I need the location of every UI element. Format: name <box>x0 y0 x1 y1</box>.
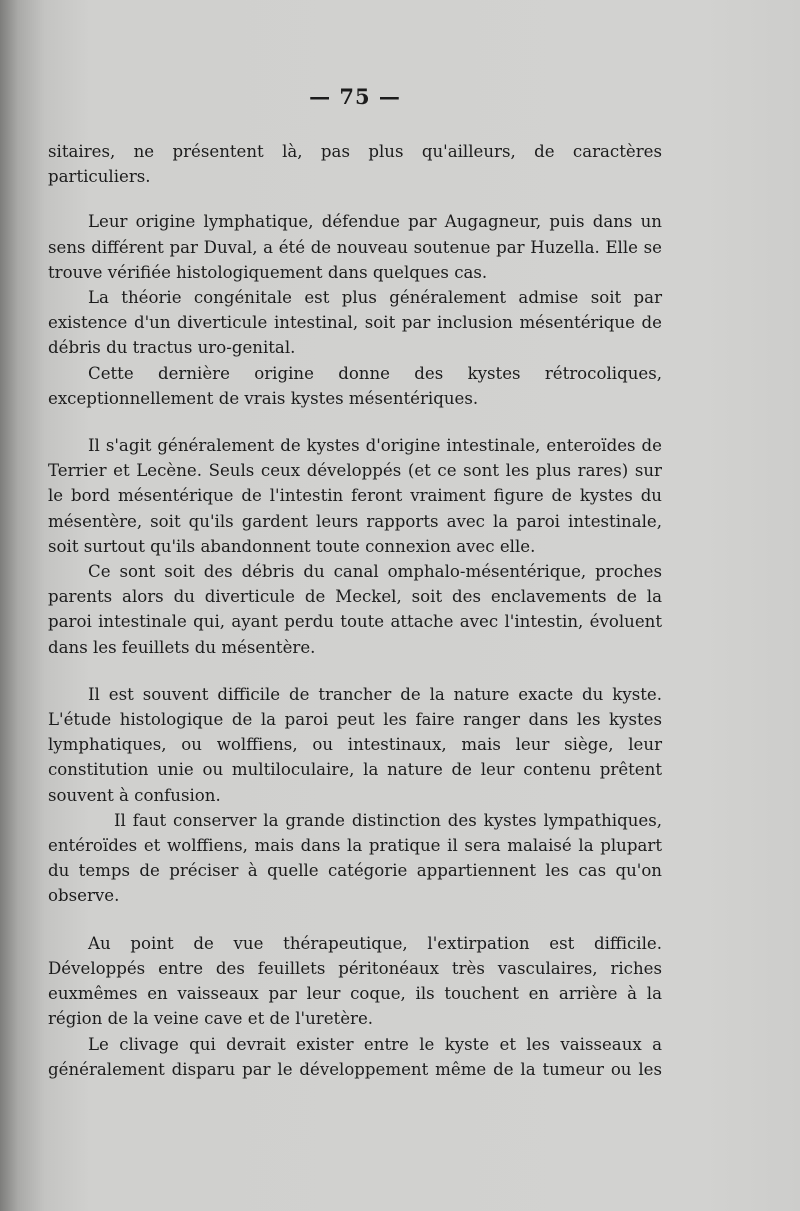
paragraph-9: Au point de vue thérapeutique, l'extirpation est difficile. Développés entre des feuillets péritonéaux très vasculaires, riches euxmêmes en vaisseaux par leur coque, ils touchent en arrière à la région de la veine cave et de l'uretère. <box>48 933 662 1029</box>
paragraph-4: Cette dernière origine donne des kystes rétrocoliques, exceptionnellement de vrais kystes mésentériques. <box>48 363 662 408</box>
paragraph-7: Il est souvent difficile de trancher de la nature exacte du kyste. L'étude histologique de la paroi peut les faire ranger dans les kystes lymphatiques, ou wolffiens, ou intestinaux, mais leur siège, leur constitution unie ou multiloculaire, la nature de leur contenu prêtent souvent à confusion. <box>48 684 662 805</box>
paragraph-2: Leur origine lymphatique, défendue par Augagneur, puis dans un sens différent par Duval, a été de nouveau soutenue par Huzella. Elle se trouve vérifiée histologiquement dans quelques cas. <box>48 212 662 282</box>
paragraph-3: La théorie congénitale est plus généralement admise soit par existence d'un diverticule intestinal, soit par inclusion mésentérique de débris du tractus uro-genital. <box>48 288 662 358</box>
paragraph-1: sitaires, ne présentent là, pas plus qu'ailleurs, de caractères particuliers. <box>48 142 662 187</box>
paragraph-5: Il s'agit généralement de kystes d'origine intestinale, enteroïdes de Terrier et Lecène. Seuls ceux développés (et ce sont les plus rares) sur le bord mésentérique de l'intestin feront vraiment figure de kystes du mésentère, soit qu'ils gardent leurs rapports avec la paroi intestinale, soit surtout qu'ils abandonnent toute connexion avec elle. <box>48 436 662 556</box>
paragraph-10: Le clivage qui devrait exister entre le kyste et les vaisseaux a généralement disparu par le développement même de la tumeur ou les <box>48 1034 662 1079</box>
paragraph-6: Ce sont soit des débris du canal omphalo-mésentérique, proches parents alors du diverticule de Meckel, soit des enclavements de la paroi intestinale qui, ayant perdu toute attache avec l'intestin, évoluent dans les feuillets du mésentère. <box>48 562 662 657</box>
paragraph-8: Il faut conserver la grande distinction des kystes lympathiques, entéroïdes et wolffiens, mais dans la pratique il sera malaisé la plupart du temps de préciser à quelle catégorie appartiennent les cas qu'on observe. <box>48 810 662 906</box>
page-number: — 75 — <box>309 84 401 109</box>
